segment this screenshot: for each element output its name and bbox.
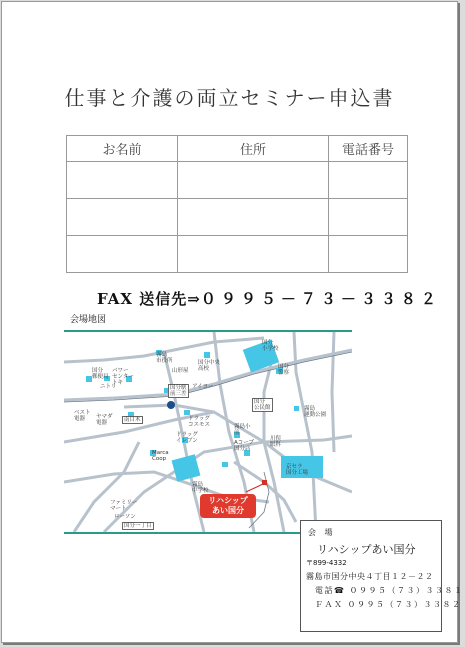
map-label: 国分 小学校 <box>262 340 279 352</box>
map-label: ニトリ <box>100 384 117 390</box>
map-label: 国分中央 高校 <box>198 360 221 372</box>
map-label: 京セラ 国分工場 <box>286 464 309 476</box>
phone-cell[interactable] <box>329 236 408 273</box>
phone-cell[interactable] <box>329 199 408 236</box>
map-caption: 会場地図 <box>70 315 107 325</box>
application-table <box>66 135 408 273</box>
table-row <box>67 162 408 199</box>
map-label: ローソン <box>114 514 136 520</box>
table-row <box>67 199 408 236</box>
map-label: パワー センター トキ <box>112 368 134 386</box>
column-header-phone: 電話番号 <box>329 136 408 162</box>
map-label: ファミリー マート <box>110 500 138 512</box>
venue-phone <box>315 585 464 596</box>
phone-number: ０９９５（７３）３３８１ <box>349 586 464 595</box>
venue-zip: 〒899-4332 <box>306 559 347 567</box>
map-label: 霧島小 前 <box>234 424 251 436</box>
fax-label-venue: ＦＡＸ <box>315 600 344 609</box>
map-label: 国分 公民館 <box>254 399 271 411</box>
name-cell[interactable] <box>67 236 178 273</box>
venue-map <box>64 330 352 534</box>
map-label: Aコープ 国分店 <box>234 440 254 452</box>
map-label: 川俣 眼科 <box>270 436 282 448</box>
map-label: 霧島 中学校 <box>192 482 209 494</box>
map-label: ドラッグ コスモス <box>188 416 211 428</box>
venue-header: 会 場 <box>308 528 336 537</box>
venue-address: 霧島市国分中央４丁目１２－２２ <box>306 572 434 581</box>
map-label: ドラッグ イレブン <box>176 432 198 444</box>
map-label: 山形屋 <box>172 368 189 374</box>
map-label: ベスト 電器 <box>74 410 91 422</box>
fax-label: FAX 送信先⇒ <box>97 290 201 308</box>
address-cell[interactable] <box>178 236 329 273</box>
map-label: 国分一丁目 <box>124 523 152 529</box>
venue-info-box <box>300 520 464 632</box>
map-label: 南目木 <box>124 417 141 423</box>
name-cell[interactable] <box>67 162 178 199</box>
address-cell[interactable] <box>178 199 329 236</box>
table-row <box>67 236 408 273</box>
map-label: 国分 郵便局 <box>92 368 109 380</box>
fax-destination <box>97 288 441 309</box>
application-form-page <box>1 1 464 643</box>
column-header-address: 住所 <box>178 136 329 162</box>
map-label: 霧島 運動公園 <box>304 406 327 418</box>
venue-name: リハシップあい国分 <box>317 543 416 556</box>
map-label: Marca Coop <box>152 450 169 462</box>
map-label: ヤマダ 電器 <box>96 414 113 426</box>
address-cell[interactable] <box>178 162 329 199</box>
map-label: 国分駅 前三差 <box>170 385 187 397</box>
name-cell[interactable] <box>67 199 178 236</box>
venue-fax <box>315 599 462 610</box>
form-title: 仕事と介護の両立セミナー申込書 <box>64 86 395 110</box>
map-label: アイヨー <box>192 384 214 390</box>
map-label: 国分 警察 <box>278 364 290 376</box>
column-header-name: お名前 <box>67 136 178 162</box>
fax-number: ０９９５－７３－３３８２ <box>200 290 441 308</box>
phone-label: 電話☎ <box>315 586 346 595</box>
venue-callout: リハシップ あい国分 <box>200 494 256 518</box>
fax-number-venue: ０９９５（７３）３３８２ <box>347 600 462 609</box>
phone-cell[interactable] <box>329 162 408 199</box>
map-label: 霧島 市役所 <box>156 352 173 364</box>
